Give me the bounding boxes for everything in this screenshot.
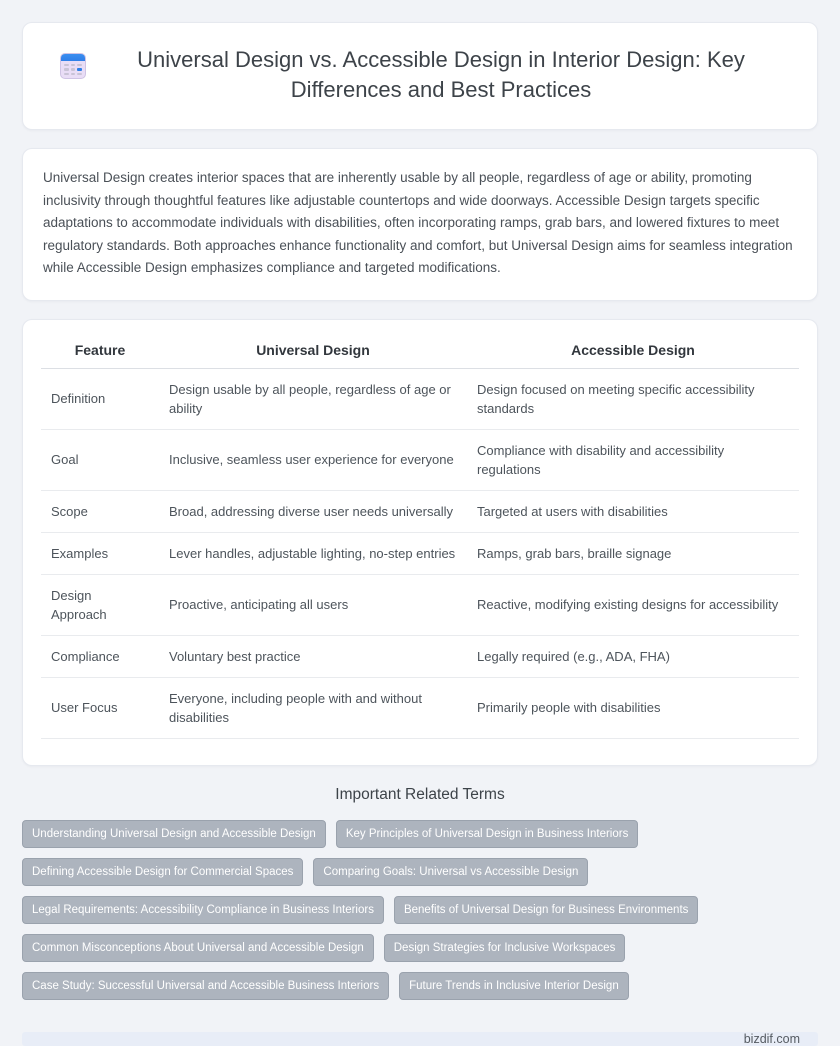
cell-accessible: Legally required (e.g., ADA, FHA) xyxy=(467,635,799,677)
related-term-tag[interactable]: Case Study: Successful Universal and Accessible Business Interiors xyxy=(22,972,389,1000)
page-title: Universal Design vs. Accessible Design in Interior Design: Key Differences and Best Practices xyxy=(137,47,745,102)
table-row xyxy=(41,677,799,738)
related-terms-row xyxy=(22,858,818,886)
related-term-tag[interactable]: Common Misconceptions About Universal and Accessible Design xyxy=(22,934,374,962)
cell-feature: Design Approach xyxy=(41,574,159,635)
related-terms-row xyxy=(22,820,818,848)
related-terms-row xyxy=(22,972,818,1000)
cell-universal: Proactive, anticipating all users xyxy=(159,574,467,635)
cell-feature: Goal xyxy=(41,429,159,490)
related-term-tag[interactable]: Benefits of Universal Design for Business Environments xyxy=(394,896,698,924)
calendar-cell xyxy=(64,73,69,75)
related-terms-row xyxy=(22,934,818,962)
cell-universal: Broad, addressing diverse user needs universally xyxy=(159,490,467,532)
table-body xyxy=(41,368,799,738)
cell-universal: Everyone, including people with and without disabilities xyxy=(159,677,467,738)
calendar-cell xyxy=(71,64,76,66)
column-header-accessible-design: Accessible Design xyxy=(467,338,799,369)
calendar-cell xyxy=(77,73,82,75)
footer-bar xyxy=(22,1032,818,1046)
related-term-tag[interactable]: Comparing Goals: Universal vs Accessible Design xyxy=(313,858,588,886)
cell-accessible: Targeted at users with disabilities xyxy=(467,490,799,532)
cell-universal: Design usable by all people, regardless of age or ability xyxy=(159,368,467,429)
table-row xyxy=(41,574,799,635)
summary-text: Universal Design creates interior spaces that are inherently usable by all people, regardless of age or ability, promoting inclusivity through thoughtful features like adjustable countertops and wide doorways. Accessible Design targets specific adaptations to accommodate individuals with disabilities, often incorporating ramps, grab bars, and lowered fixtures to meet regulatory standards. Both approaches enhance functionality and comfort, but Universal Design aims for seamless integration while Accessible Design emphasizes compliance and targeted modifications. xyxy=(43,170,793,275)
related-terms-list xyxy=(22,820,818,1000)
column-header-feature: Feature xyxy=(41,338,159,369)
calendar-cell xyxy=(71,73,76,75)
table-row xyxy=(41,635,799,677)
related-term-tag[interactable]: Defining Accessible Design for Commercial Spaces xyxy=(22,858,303,886)
related-term-tag[interactable]: Design Strategies for Inclusive Workspaces xyxy=(384,934,626,962)
related-terms-title: Important Related Terms xyxy=(335,785,505,803)
footer-site-label: bizdif.com xyxy=(743,1031,800,1046)
comparison-table xyxy=(41,338,799,739)
related-terms-section xyxy=(22,786,818,1000)
calendar-icon xyxy=(60,53,86,79)
cell-feature: Examples xyxy=(41,532,159,574)
cell-feature: Scope xyxy=(41,490,159,532)
header-inner xyxy=(60,45,780,105)
cell-accessible: Design focused on meeting specific accessibility standards xyxy=(467,368,799,429)
cell-accessible: Compliance with disability and accessibility regulations xyxy=(467,429,799,490)
calendar-cell xyxy=(64,64,69,66)
table-row xyxy=(41,532,799,574)
cell-universal: Lever handles, adjustable lighting, no-step entries xyxy=(159,532,467,574)
table-row xyxy=(41,429,799,490)
table-head xyxy=(41,338,799,369)
calendar-cell xyxy=(71,68,76,70)
cell-feature: User Focus xyxy=(41,677,159,738)
table-header-row xyxy=(41,338,799,369)
cell-feature: Compliance xyxy=(41,635,159,677)
cell-accessible: Ramps, grab bars, braille signage xyxy=(467,532,799,574)
calendar-cell xyxy=(64,68,69,70)
column-header-universal-design: Universal Design xyxy=(159,338,467,369)
calendar-icon-grid xyxy=(64,64,82,75)
calendar-icon-top xyxy=(61,54,85,61)
cell-accessible: Primarily people with disabilities xyxy=(467,677,799,738)
related-term-tag[interactable]: Key Principles of Universal Design in Business Interiors xyxy=(336,820,639,848)
table-row xyxy=(41,368,799,429)
comparison-table-card xyxy=(22,319,818,766)
cell-universal: Inclusive, seamless user experience for everyone xyxy=(159,429,467,490)
related-term-tag[interactable]: Legal Requirements: Accessibility Compliance in Business Interiors xyxy=(22,896,384,924)
calendar-cell-highlighted xyxy=(77,68,82,70)
related-terms-row xyxy=(22,896,818,924)
header-card xyxy=(22,22,818,130)
cell-universal: Voluntary best practice xyxy=(159,635,467,677)
calendar-cell xyxy=(77,64,82,66)
table-row xyxy=(41,490,799,532)
related-term-tag[interactable]: Understanding Universal Design and Accessible Design xyxy=(22,820,326,848)
cell-accessible: Reactive, modifying existing designs for accessibility xyxy=(467,574,799,635)
summary-card xyxy=(22,148,818,301)
related-term-tag[interactable]: Future Trends in Inclusive Interior Design xyxy=(399,972,629,1000)
cell-feature: Definition xyxy=(41,368,159,429)
